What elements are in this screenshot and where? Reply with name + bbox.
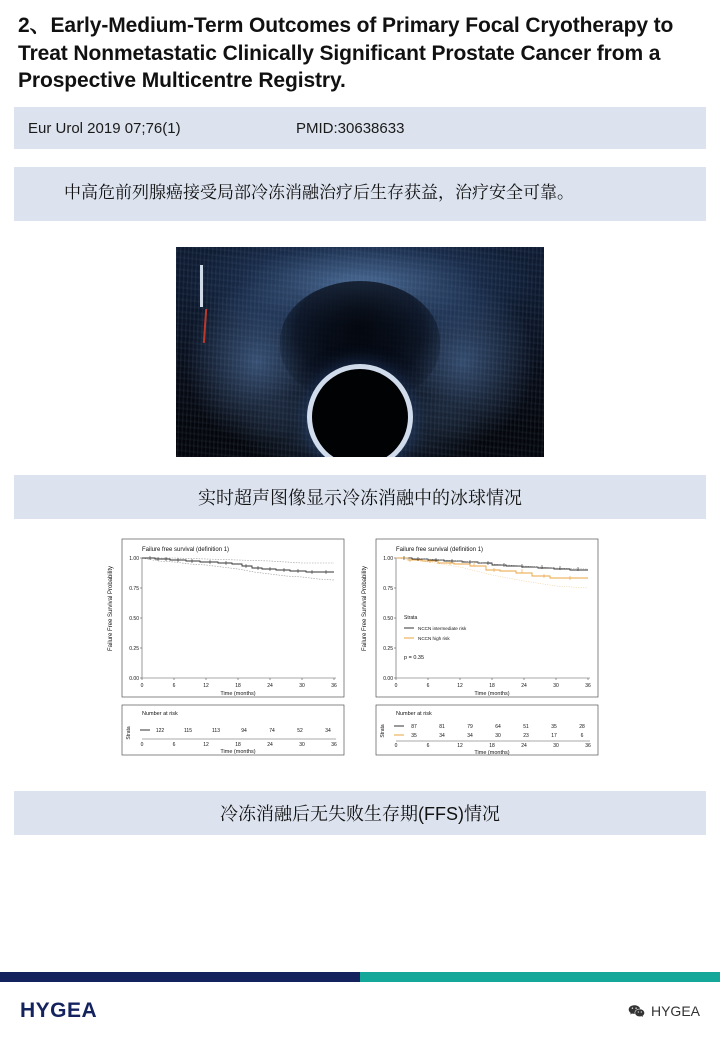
svg-text:30: 30 <box>553 683 559 690</box>
svg-text:Failure free survival (definit: Failure free survival (definition 1) <box>142 547 230 554</box>
svg-text:28: 28 <box>579 724 585 731</box>
svg-text:Number at risk: Number at risk <box>142 711 178 718</box>
svg-text:115: 115 <box>184 728 192 735</box>
svg-text:12: 12 <box>203 683 209 690</box>
svg-text:52: 52 <box>297 728 303 735</box>
svg-text:51: 51 <box>523 724 529 731</box>
svg-text:0.75: 0.75 <box>383 586 393 593</box>
svg-text:Time (months): Time (months) <box>474 750 510 757</box>
svg-text:113: 113 <box>212 728 220 735</box>
svg-text:Strata: Strata <box>126 726 132 740</box>
svg-text:17: 17 <box>551 733 557 740</box>
svg-text:74: 74 <box>269 728 275 735</box>
svg-text:24: 24 <box>267 742 273 749</box>
svg-text:12: 12 <box>457 743 463 750</box>
svg-text:0: 0 <box>140 742 144 749</box>
ultrasound-image <box>176 247 544 457</box>
svg-text:36: 36 <box>585 683 591 690</box>
svg-text:0.50: 0.50 <box>383 616 393 623</box>
svg-text:94: 94 <box>241 728 247 735</box>
svg-text:0: 0 <box>394 743 398 750</box>
svg-text:0: 0 <box>394 683 398 690</box>
svg-text:6: 6 <box>172 683 176 690</box>
svg-text:36: 36 <box>585 743 591 750</box>
brand-logo: HYGEA <box>20 999 98 1022</box>
wechat-account <box>628 1003 700 1019</box>
svg-text:18: 18 <box>489 683 495 690</box>
svg-text:36: 36 <box>331 742 337 749</box>
svg-text:34: 34 <box>467 733 473 740</box>
page-title: 2、Early-Medium-Term Outcomes of Primary Focal Cryotherapy to Treat Nonmetastatic Clinically Significant Prostate Cancer from a Prospective Multicentre Registry. <box>18 14 674 93</box>
svg-text:p = 0.35: p = 0.35 <box>404 655 425 662</box>
svg-text:Failure free survival (definit: Failure free survival (definition 1) <box>396 547 484 554</box>
svg-text:34: 34 <box>439 733 445 740</box>
ultrasound-figure <box>0 247 720 457</box>
svg-text:6: 6 <box>580 733 584 740</box>
wechat-label: HYGEA <box>650 1003 700 1019</box>
svg-text:0: 0 <box>140 683 144 690</box>
svg-text:36: 36 <box>331 683 337 690</box>
stripe-teal <box>360 972 720 982</box>
svg-text:35: 35 <box>411 733 417 740</box>
summary-text: 中高危前列腺癌接受局部冷冻消融治疗后生存获益，治疗安全可靠。 <box>14 167 706 221</box>
svg-text:1.00: 1.00 <box>383 556 393 563</box>
svg-text:18: 18 <box>489 743 495 750</box>
svg-text:Time (months): Time (months) <box>220 749 256 756</box>
citation-bar <box>14 107 706 149</box>
svg-text:81: 81 <box>439 724 445 731</box>
citation-journal: Eur Urol 2019 07;76(1) <box>28 119 181 137</box>
svg-text:6: 6 <box>172 742 176 749</box>
svg-text:1.00: 1.00 <box>129 556 139 563</box>
svg-text:30: 30 <box>495 733 501 740</box>
svg-text:0.50: 0.50 <box>129 616 139 623</box>
svg-text:NCCN intermediate risk: NCCN intermediate risk <box>418 626 467 632</box>
svg-text:30: 30 <box>553 743 559 750</box>
km-figure-wrap <box>0 533 720 773</box>
svg-text:Time (months): Time (months) <box>474 691 510 698</box>
svg-text:18: 18 <box>235 742 241 749</box>
footer-stripe <box>0 972 720 982</box>
svg-text:0.00: 0.00 <box>129 676 139 683</box>
svg-text:Time (months): Time (months) <box>220 691 256 698</box>
svg-text:24: 24 <box>521 683 527 690</box>
km-figure <box>100 533 620 773</box>
ultrasound-probe-marker <box>200 265 203 307</box>
svg-text:6: 6 <box>426 683 430 690</box>
svg-text:18: 18 <box>235 683 241 690</box>
wechat-icon <box>628 1004 645 1019</box>
svg-text:0.00: 0.00 <box>383 676 393 683</box>
svg-text:12: 12 <box>457 683 463 690</box>
ultrasound-iceball <box>312 369 408 457</box>
svg-text:0.25: 0.25 <box>129 646 139 653</box>
svg-text:64: 64 <box>495 724 501 731</box>
svg-text:23: 23 <box>523 733 529 740</box>
svg-text:34: 34 <box>325 728 331 735</box>
svg-text:87: 87 <box>411 724 417 731</box>
svg-text:122: 122 <box>155 728 165 735</box>
svg-text:12: 12 <box>203 742 209 749</box>
svg-text:Failure Free Survival Probabil: Failure Free Survival Probability <box>362 566 368 652</box>
stripe-navy <box>0 972 360 982</box>
svg-text:Number at risk: Number at risk <box>396 711 432 718</box>
svg-text:NCCN high risk: NCCN high risk <box>418 636 450 642</box>
svg-text:24: 24 <box>521 743 527 750</box>
svg-text:0.25: 0.25 <box>383 646 393 653</box>
svg-text:30: 30 <box>299 742 305 749</box>
footer <box>0 982 720 1040</box>
svg-text:Strata: Strata <box>380 724 386 738</box>
citation-pmid: PMID:30638633 <box>296 119 405 137</box>
svg-text:Strata: Strata <box>404 615 418 622</box>
svg-text:30: 30 <box>299 683 305 690</box>
figure2-caption: 冷冻消融后无失败生存期(FFS)情况 <box>14 791 706 835</box>
svg-text:0.75: 0.75 <box>129 586 139 593</box>
svg-text:35: 35 <box>551 724 557 731</box>
svg-text:6: 6 <box>426 743 430 750</box>
svg-text:Failure Free Survival Probabil: Failure Free Survival Probability <box>108 566 114 652</box>
figure1-caption: 实时超声图像显示冷冻消融中的冰球情况 <box>14 475 706 519</box>
svg-text:24: 24 <box>267 683 273 690</box>
svg-text:79: 79 <box>467 724 473 731</box>
